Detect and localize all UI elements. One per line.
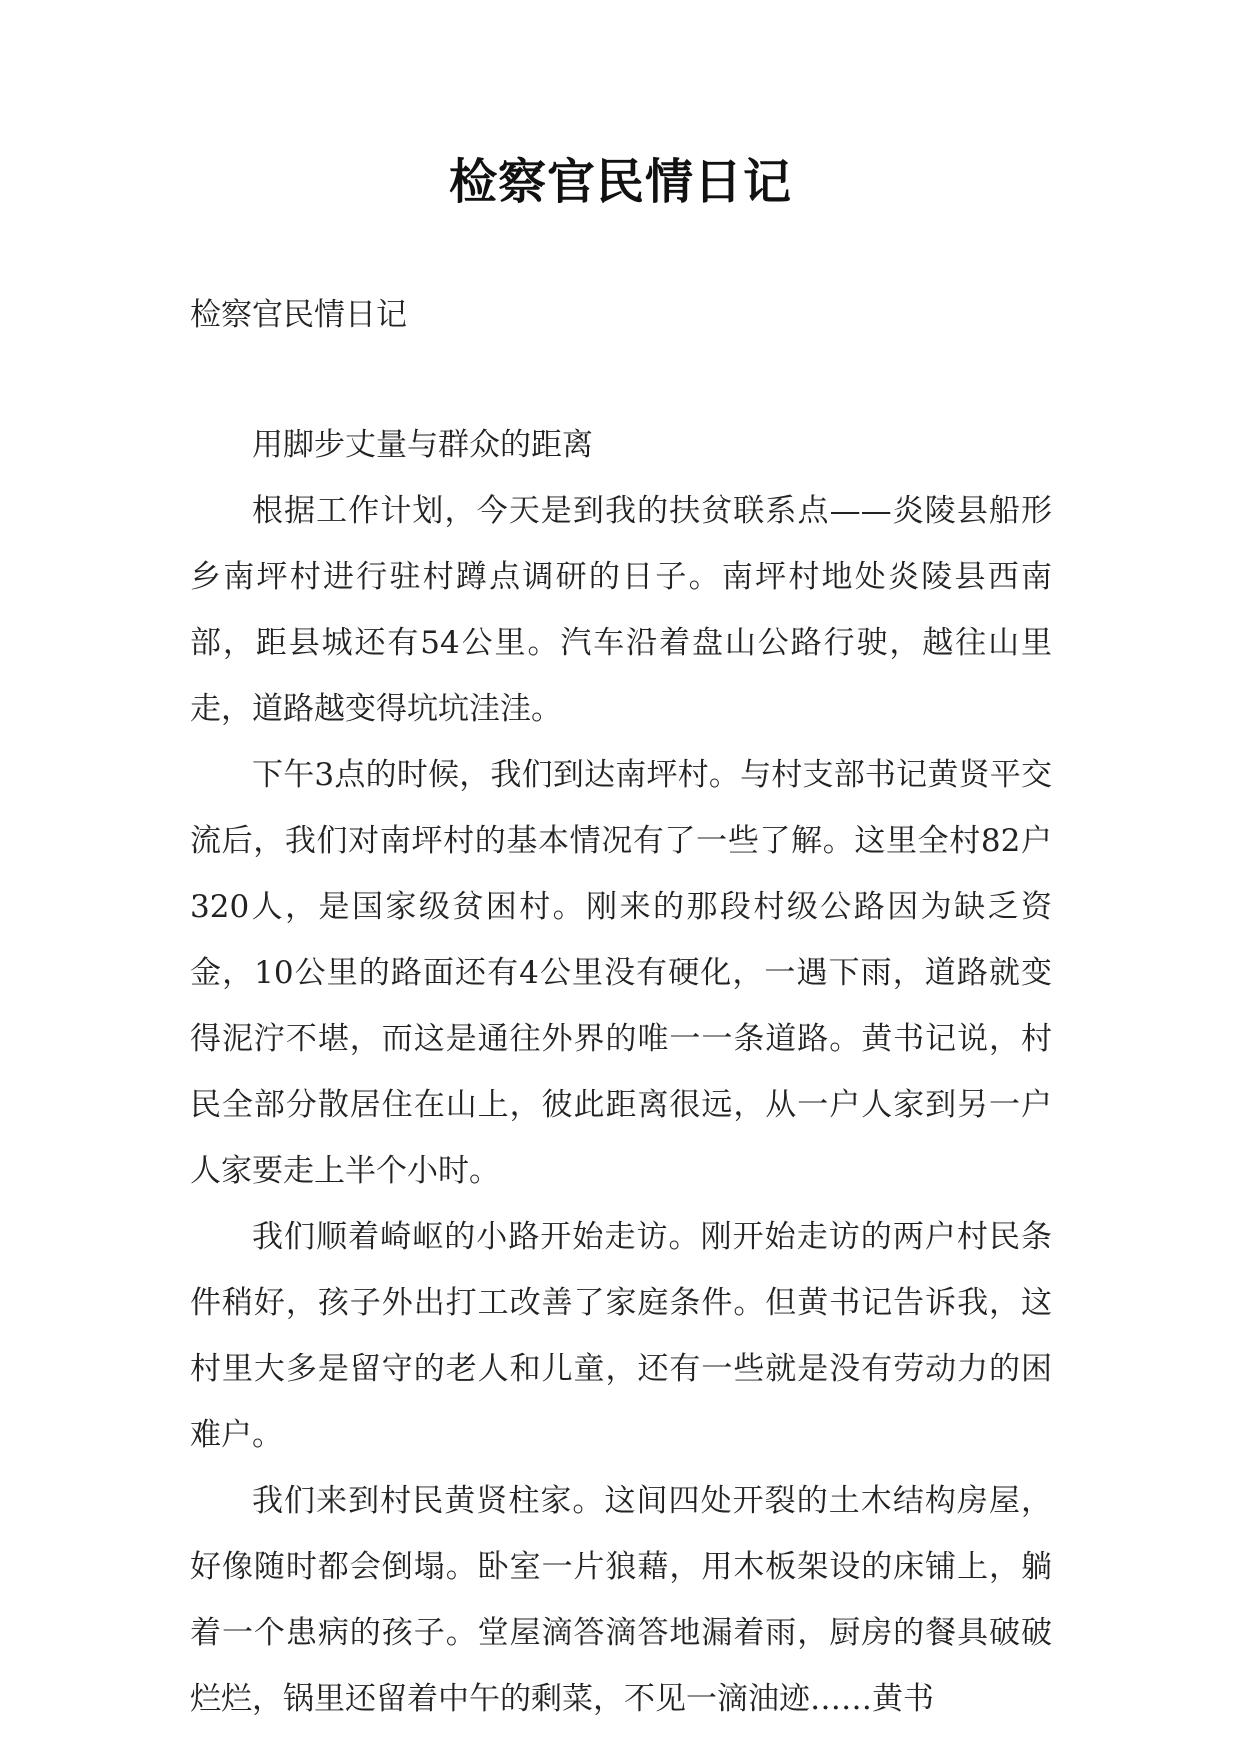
paragraph-heading: 用脚步丈量与群众的距离	[252, 427, 593, 463]
paragraph: 根据工作计划，今天是到我的扶贫联系点——炎陵县船形乡南坪村进行驻村蹲点调研的日子。南坪村地处炎陵县西南部，距县城还有54公里。汽车沿着盘山公路行驶，越往山里走，道路越变得坑坑洼洼。	[190, 493, 1052, 727]
document-title: 检察官民情日记	[448, 154, 792, 210]
paragraph: 我们顺着崎岖的小路开始走访。刚开始走访的两户村民条件稍好，孩子外出打工改善了家庭条件。但黄书记告诉我，这村里大多是留守的老人和儿童，还有一些就是没有劳动力的困难户。	[190, 1219, 1052, 1453]
document-body	[190, 412, 1052, 1732]
paragraph: 我们来到村民黄贤柱家。这间四处开裂的土木结构房屋，好像随时都会倒塌。卧室一片狼藉，用木板架设的床铺上，躺着一个患病的孩子。堂屋滴答滴答地漏着雨，厨房的餐具破破烂烂，锅里还留着中午的剩菜，不见一滴油迹……黄书	[190, 1483, 1052, 1717]
document-subtitle: 检察官民情日记	[190, 297, 407, 333]
paragraph: 下午3点的时候，我们到达南坪村。与村支部书记黄贤平交流后，我们对南坪村的基本情况有了一些了解。这里全村82户320人，是国家级贫困村。刚来的那段村级公路因为缺乏资金，10公里的路面还有4公里没有硬化，一遇下雨，道路就变得泥泞不堪，而这是通往外界的唯一一条道路。黄书记说，村民全部分散居住在山上，彼此距离很远，从一户人家到另一户人家要走上半个小时。	[190, 757, 1052, 1189]
